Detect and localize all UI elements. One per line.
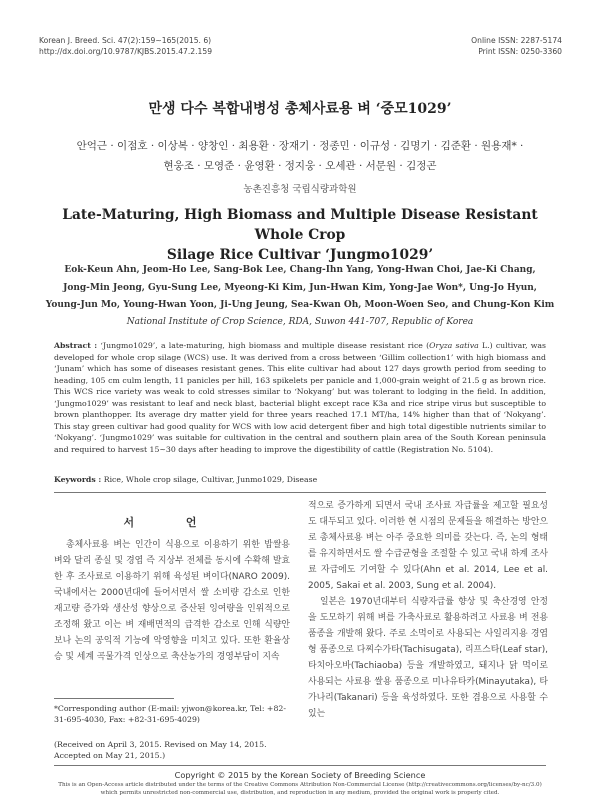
english-authors-line-1: Eok-Keun Ahn, Jeom-Ho Lee, Sang-Bok Lee, Chang-Ihn Yang, Yong-Hwan Choi, Jae-Ki Chang, bbox=[64, 265, 536, 275]
corresponding-author-footnote: *Corresponding author (E-mail: yjwon@korea.kr, Tel: +82-31-695-4030, Fax: +82-31-695-4029) bbox=[54, 704, 287, 724]
english-authors-line-3: Young-Jun Mo, Young-Hwan Yoon, Ji-Ung Jeung, Sea-Kwan Oh, Moon-Woen Seo, and Chung-Kon Kim bbox=[45, 300, 555, 310]
keywords-label: Keywords : bbox=[54, 475, 102, 484]
abstract-text-part-2: L.) cultivar, was developed for whole crop silage (WCS) use. It was derived from a cross between ‘Gillim collection1’ with high biomass and ‘Junam’ which has some of diseases resistant genes. This elite cultivar had about 127 days growth period from seeding to heading, 105 cm culm length, 11 panicles per hill, 163 spikelets per panicle and 1,000-grain weight of 21.5 g as brown rice. This WCS rice variety was weak to cold stresses similar to ‘Nokyang’ but was tolerant to lodging in the field. In addition, ‘Jungmo1029’ was resistant to leaf and neck blast, bacterial blight except race K3a and rice stripe virus but susceptible to brown planthopper. Its average dry matter yield for three years reached 17.1 MT/ha, 14% higher than that of ‘Nokyang’. This stay green cultivar had good quality for WCS with low acid detergent fiber and high total digestible nutrients similar to ‘Nokyang’. ‘Jungmo1029’ was suitable for cultivation in the central and southern plain area of the South Korean peninsula and required to harvest 15~30 days after heading to improve the digestibility of cattle (Registration No. 5104). bbox=[54, 341, 547, 454]
keywords bbox=[54, 475, 546, 484]
print-issn: Print ISSN: 0250-3360 bbox=[478, 47, 562, 56]
doi-link[interactable]: http://dx.doi.org/10.9787/KJBS.2015.47.2.159 bbox=[39, 47, 213, 56]
accepted-date: Accepted on May 21, 2015.) bbox=[54, 751, 166, 760]
keywords-text: Rice, Whole crop silage, Cultivar, Junmo1029, Disease bbox=[103, 475, 318, 484]
english-title-line-1: Late-Maturing, High Biomass and Multiple Disease Resistant Whole Crop bbox=[62, 207, 538, 243]
section-heading-introduction: 서 언 bbox=[123, 516, 221, 529]
running-header-left bbox=[39, 35, 212, 57]
abstract-label: Abstract : bbox=[54, 341, 98, 350]
journal-citation: Korean J. Breed. Sci. 47(2):159~165(2015. 6) bbox=[39, 36, 212, 45]
english-authors-line-2: Jong-Min Jeong, Gyu-Sung Lee, Myeong-Ki Kim, Jun-Hwan Kim, Yong-Jae Won*, Ung-Jo Hyun, bbox=[63, 282, 537, 293]
received-accepted-footnote bbox=[54, 739, 290, 761]
running-header-right bbox=[471, 35, 562, 57]
english-affiliation: National Institute of Crop Science, RDA, Suwon 441-707, Republic of Korea bbox=[126, 317, 474, 327]
online-issn: Online ISSN: 2287-5174 bbox=[471, 36, 562, 45]
intro-left-column bbox=[54, 537, 290, 665]
intro-paragraph-1: 총체사료용 벼는 인간이 식용으로 이용하기 위한 밥쌀용 벼와 달리 종실 및 경엽 즉 지상부 전체를 동시에 수확해 발효한 후 조사료로 이용하기 위해 육성된 벼이다(NARO 2009). 국내에서는 2000년대에 들어서면서 쌀 소비량 감소로 인한 재고량 증가와 생산성 향상으로 증산된 잉여량을 인위적으로 조정해 왔고 이는 벼 재배면적의 급격한 감소로 인해 식량안보나 논의 공익적 기능에 악영향을 미치고 있다. 또한 환율상승 및 세계 곡물가격 인상으로 축산농가의 경영부담이 지속 bbox=[54, 540, 290, 662]
intro-paragraph-2: 일본은 1970년대부터 식량자급률 향상 및 축산경영 안정을 도모하기 위해 벼를 가축사료로 활용하려고 사료용 벼 전용품종을 개발해 왔다. 주로 소먹이로 사용되는 사일리지용 경엽형 품종으로 다찌수가타(Tachisugata), 리프스타(Leaf star), 타치아오바(Tachiaoba) 등을 개발하였고, 돼지나 닭 먹이로 사용되는 사료용 쌀용 품종으로 미나유타카(Minayutaka), 타가나리(Takanari) 등을 육성하였다. 또한 겸용으로 사용할 수 있는 bbox=[308, 597, 548, 719]
received-date: (Received on April 3, 2015. Revised on May 14, 2015. bbox=[54, 740, 267, 749]
intro-paragraph-1-continued: 적으로 증가하게 되면서 국내 조사료 자급률을 제고할 필요성도 대두되고 있다. 이러한 현 시점의 문제들을 해결하는 방안으로 총체사료용 벼는 아주 중요한 의미를 갖는다. 즉, 논의 형태를 유지하면서도 쌀 수급균형을 조절할 수 있고 국내 하계 조사료 자급에도 기여할 수 있다(Ahn et al. 2014, Lee et al. 2005, Sakai et al. 2003, Sung et al. 2004). bbox=[308, 501, 548, 591]
english-title bbox=[40, 205, 560, 265]
species-name: Oryza sativa bbox=[429, 341, 479, 350]
abstract-divider bbox=[54, 492, 546, 493]
abstract bbox=[54, 340, 546, 455]
english-title-line-2: Silage Rice Cultivar ‘Jungmo1029’ bbox=[166, 247, 434, 263]
korean-affiliation: 농촌진흥청 국립식량과학원 bbox=[243, 184, 357, 195]
copyright-notice: Copyright © 2015 by the Korean Society of Breeding Science bbox=[174, 770, 426, 780]
footer-divider bbox=[54, 765, 546, 766]
korean-title: 만생 다수 복합내병성 총체사료용 벼 ‘중모1029’ bbox=[148, 101, 452, 117]
intro-right-column bbox=[308, 498, 548, 722]
english-authors bbox=[44, 262, 556, 315]
korean-authors bbox=[40, 136, 560, 176]
footnote-divider bbox=[54, 698, 174, 699]
korean-authors-line-1: 안억근 · 이점호 · 이상복 · 양창인 · 최용환 · 장재기 · 정종민 · 이규성 · 김명기 · 김준환 · 원용재* · bbox=[76, 140, 524, 152]
abstract-text-part-1: ‘Jungmo1029’, a late-maturing, high biomass and multiple disease resistant rice ( bbox=[100, 341, 430, 350]
korean-authors-line-2: 현웅조 · 모영준 · 윤영환 · 정지웅 · 오세관 · 서문원 · 김정곤 bbox=[163, 160, 437, 172]
license-notice: This is an Open-Access article distributed under the terms of the Creative Commons Attribution Non-Commercial License (http://creativecommons.org/licenses/by-nc/3.0) which permits unrestricted non-commercial use, distribution, and reproduction in any medium, provided the original work is properly cited. bbox=[58, 782, 542, 796]
